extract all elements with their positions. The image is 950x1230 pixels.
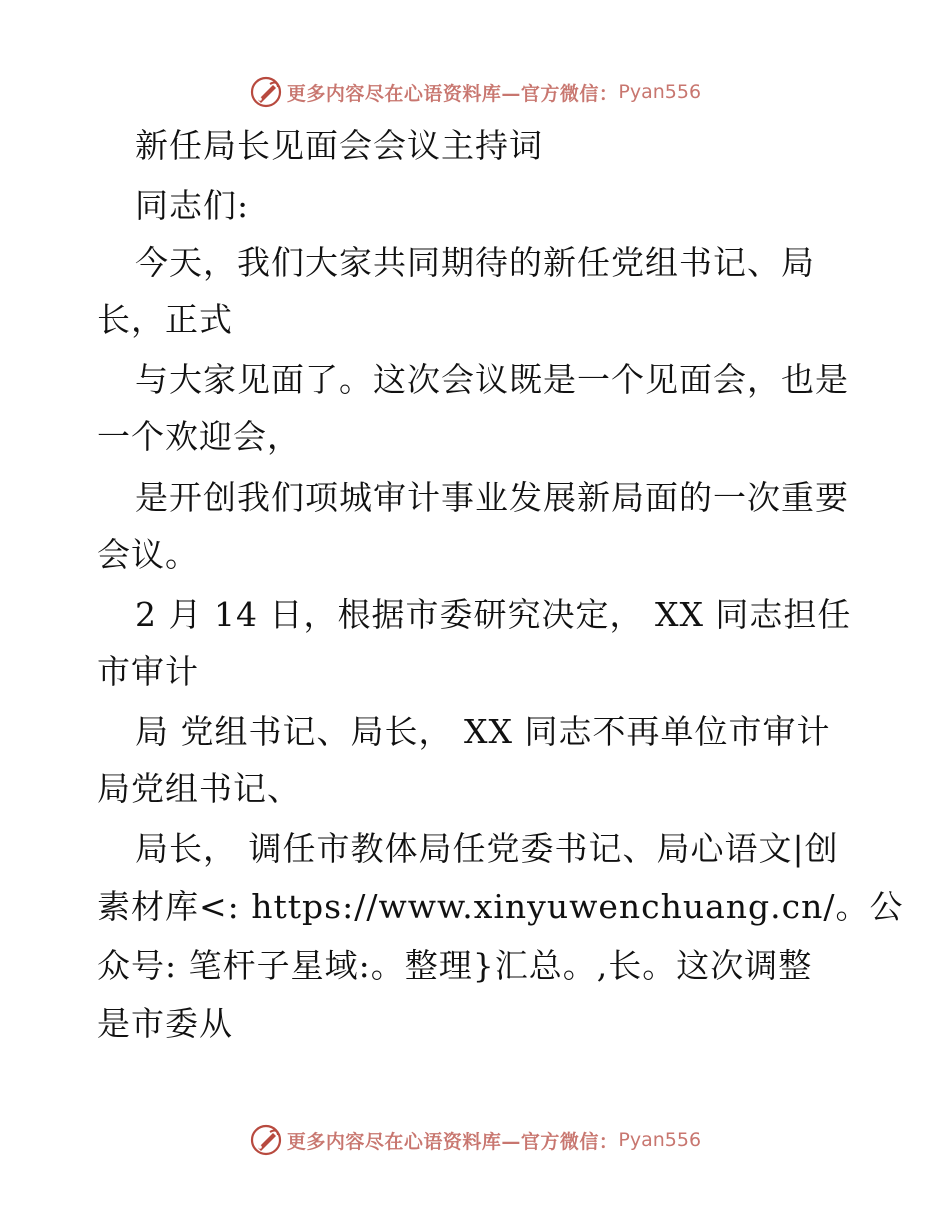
footer-watermark-handle: Pyan556 (618, 1129, 702, 1151)
text-line: 市审计 (97, 652, 199, 691)
text-line: 一个欢迎会， (97, 417, 301, 456)
text-line: 局党组书记、 (97, 769, 301, 808)
text-line: 是开创我们项城审计事业发展新局面的一次重要 (135, 478, 849, 517)
text-line: 2 月 14 日，根据市委研究决定， XX 同志担任 (135, 595, 852, 634)
text-line: 会议。 (97, 535, 199, 574)
footer-watermark-text: 更多内容尽在心语资料库—官方微信： (286, 1130, 619, 1153)
text-line: 局 党组书记、局长， XX 同志不再单位市审计 (135, 712, 831, 751)
footer-watermark (0, 1120, 950, 1160)
quill-pen-logo-icon (249, 75, 283, 109)
text-line: 素材库<: https://www.xinyuwenchuang.cn/。公 (97, 887, 904, 926)
text-line: 与大家见面了。这次会议既是一个见面会，也是 (135, 360, 849, 399)
header-watermark (0, 72, 950, 112)
header-watermark-handle: Pyan556 (618, 81, 702, 103)
document-title: 新任局长见面会会议主持词 (135, 126, 543, 165)
quill-pen-logo-icon (249, 1123, 283, 1157)
text-line: 是市委从 (97, 1004, 233, 1043)
text-line: 众号: 笔杆子星域:。整理}汇总。,长。这次调整 (97, 946, 813, 985)
text-line: 同志们: (135, 186, 250, 225)
text-line: 长，正式 (97, 300, 233, 339)
text-line: 今天，我们大家共同期待的新任党组书记、局 (135, 243, 815, 282)
text-line: 局长， 调任市教体局任党委书记、局心语文|创 (135, 829, 839, 868)
header-watermark-text: 更多内容尽在心语资料库—官方微信： (286, 82, 619, 105)
